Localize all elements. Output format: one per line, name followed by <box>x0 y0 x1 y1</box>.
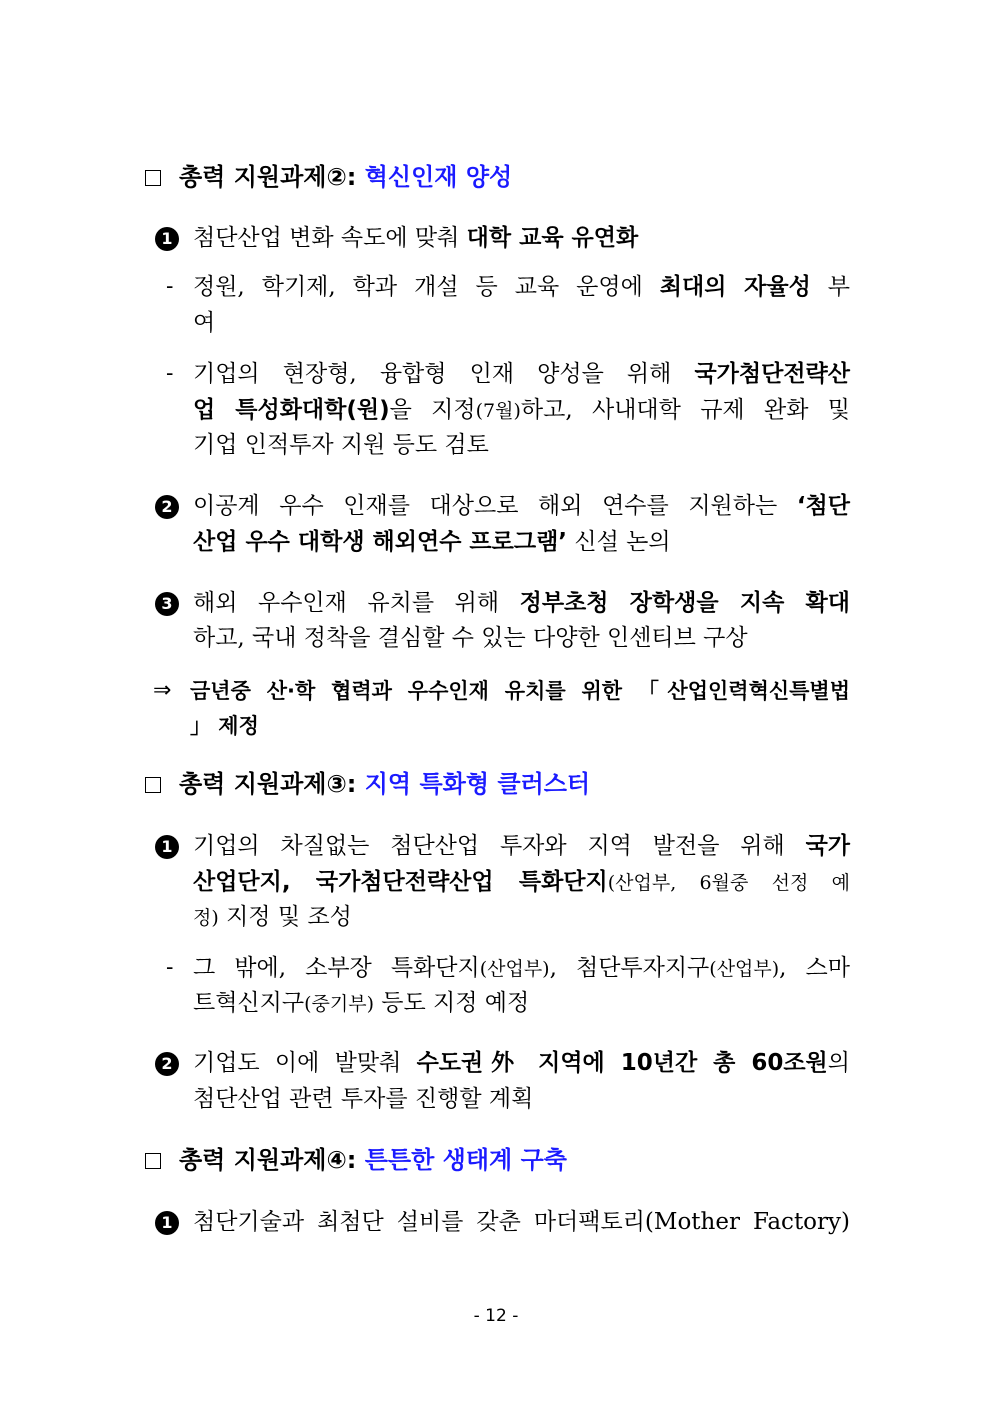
sub-item-line <box>193 950 850 987</box>
heading-prefix: 총력 지원과제③: <box>179 770 357 798</box>
item-text: 기업도 이에 발맞춰 <box>193 1050 417 1076</box>
sub-item-line <box>193 392 850 429</box>
item-text: 해외 우수인재 유치를 위해 <box>193 590 520 616</box>
item-text: 신설 논의 <box>567 529 671 555</box>
sub-item-line <box>193 269 850 305</box>
section-heading-3 <box>145 766 590 802</box>
list-item-line <box>193 864 850 901</box>
number-2-icon: 2 <box>155 495 179 519</box>
item-bold-text: ‘첨단 <box>796 493 850 519</box>
list-item-line: 하고, 국내 정착을 결심할 수 있는 다양한 인센티브 구상 <box>193 625 748 651</box>
list-item <box>193 828 850 864</box>
section-heading-4 <box>145 1142 567 1178</box>
list-item <box>193 220 638 256</box>
sub-item-bold: 국가첨단전략산 <box>694 361 850 387</box>
number-1-icon: 1 <box>155 1211 179 1235</box>
sub-item-text: , 첨단투자지구 <box>549 955 710 981</box>
heading-highlight: 지역 특화형 클러스터 <box>364 770 591 798</box>
list-item-line <box>193 899 352 936</box>
list-item-line: 첨단산업 관련 투자를 진행할 계획 <box>193 1086 534 1112</box>
number-3-icon: 3 <box>155 592 179 616</box>
sub-item-text: , 스마 <box>779 955 850 981</box>
sub-item-line: 여 <box>193 310 216 336</box>
sub-item-text: 을 지정 <box>389 397 476 423</box>
item-text: 첨단산업 변화 속도에 맞춰 <box>193 225 467 251</box>
item-text: 기업의 차질없는 첨단산업 투자와 지역 발전을 위해 <box>193 833 806 859</box>
item-bold-text: 산업단지, 국가첨단전략산업 특화단지 <box>193 869 608 895</box>
dash-bullet: - <box>166 274 174 299</box>
sub-item-line <box>193 356 850 392</box>
item-bold-text: 산업 우수 대학생 해외연수 프로그램’ <box>193 529 568 555</box>
sub-item-tail: 부 <box>810 274 850 300</box>
sub-item-bold: 최대의 자율성 <box>659 274 811 300</box>
sub-item-small: (중기부) <box>304 993 374 1015</box>
checkbox-square-icon <box>145 777 161 793</box>
sub-item-text: 트혁신지구 <box>193 990 305 1016</box>
list-item <box>193 488 850 524</box>
sub-item-small: (산업부) <box>709 958 780 980</box>
item-small-text: 정) <box>193 907 219 929</box>
list-item <box>193 1045 850 1081</box>
item-bold-text: 국가 <box>805 833 850 859</box>
heading-highlight: 튼튼한 생태계 구축 <box>364 1146 567 1174</box>
section-heading-2 <box>145 159 512 195</box>
item-text: 지정 및 조성 <box>218 904 352 930</box>
sub-item-text: 등도 지정 예정 <box>373 990 530 1016</box>
dash-bullet: - <box>166 955 174 980</box>
item-tail: 의 <box>827 1050 850 1076</box>
item-small-text: (산업부, 6월중 선정 예 <box>607 872 850 894</box>
sub-item-text: 그 밖에, 소부장 특화단지 <box>193 955 480 981</box>
item-bold-text: 대학 교육 유연화 <box>466 225 639 251</box>
sub-item-text: 정원, 학기제, 학과 개설 등 교육 운영에 <box>193 274 660 300</box>
heading-prefix: 총력 지원과제②: <box>179 163 357 191</box>
note-line: 금년중 산·학 협력과 우수인재 유치를 위한 「산업인력혁신특별법 <box>190 679 850 703</box>
note-line: 」 제정 <box>190 714 259 738</box>
item-bold-text: 수도권外 지역에 10년간 총 60조원 <box>416 1050 828 1076</box>
dash-bullet: - <box>166 361 174 386</box>
heading-prefix: 총력 지원과제④: <box>179 1146 357 1174</box>
sub-item-text: 기업의 현장형, 융합형 인재 양성을 위해 <box>193 361 695 387</box>
sub-item-line: 기업 인적투자 지원 등도 검토 <box>193 432 489 458</box>
implies-arrow-icon: ⇒ <box>153 678 172 703</box>
page-number: - 12 - <box>473 1306 519 1326</box>
sub-item-bold: 업 특성화대학(원) <box>193 397 390 423</box>
sub-item-small: (산업부) <box>479 958 550 980</box>
list-item: 첨단기술과 최첨단 설비를 갖춘 마더팩토리(Mother Factory) <box>193 1209 850 1235</box>
list-item-line <box>193 524 671 560</box>
heading-highlight: 혁신인재 양성 <box>364 163 513 191</box>
sub-item-small: (7월) <box>475 400 521 422</box>
sub-item-line <box>193 985 529 1022</box>
item-bold-text: 정부초청 장학생을 지속 확대 <box>519 590 850 616</box>
number-1-icon: 1 <box>155 835 179 859</box>
number-1-icon: 1 <box>155 227 179 251</box>
number-2-icon: 2 <box>155 1052 179 1076</box>
item-text: 이공계 우수 인재를 대상으로 해외 연수를 지원하는 <box>193 493 797 519</box>
list-item <box>193 585 850 621</box>
sub-item-tail: 하고, 사내대학 규제 완화 및 <box>520 397 850 423</box>
checkbox-square-icon <box>145 1153 161 1169</box>
checkbox-square-icon <box>145 170 161 186</box>
